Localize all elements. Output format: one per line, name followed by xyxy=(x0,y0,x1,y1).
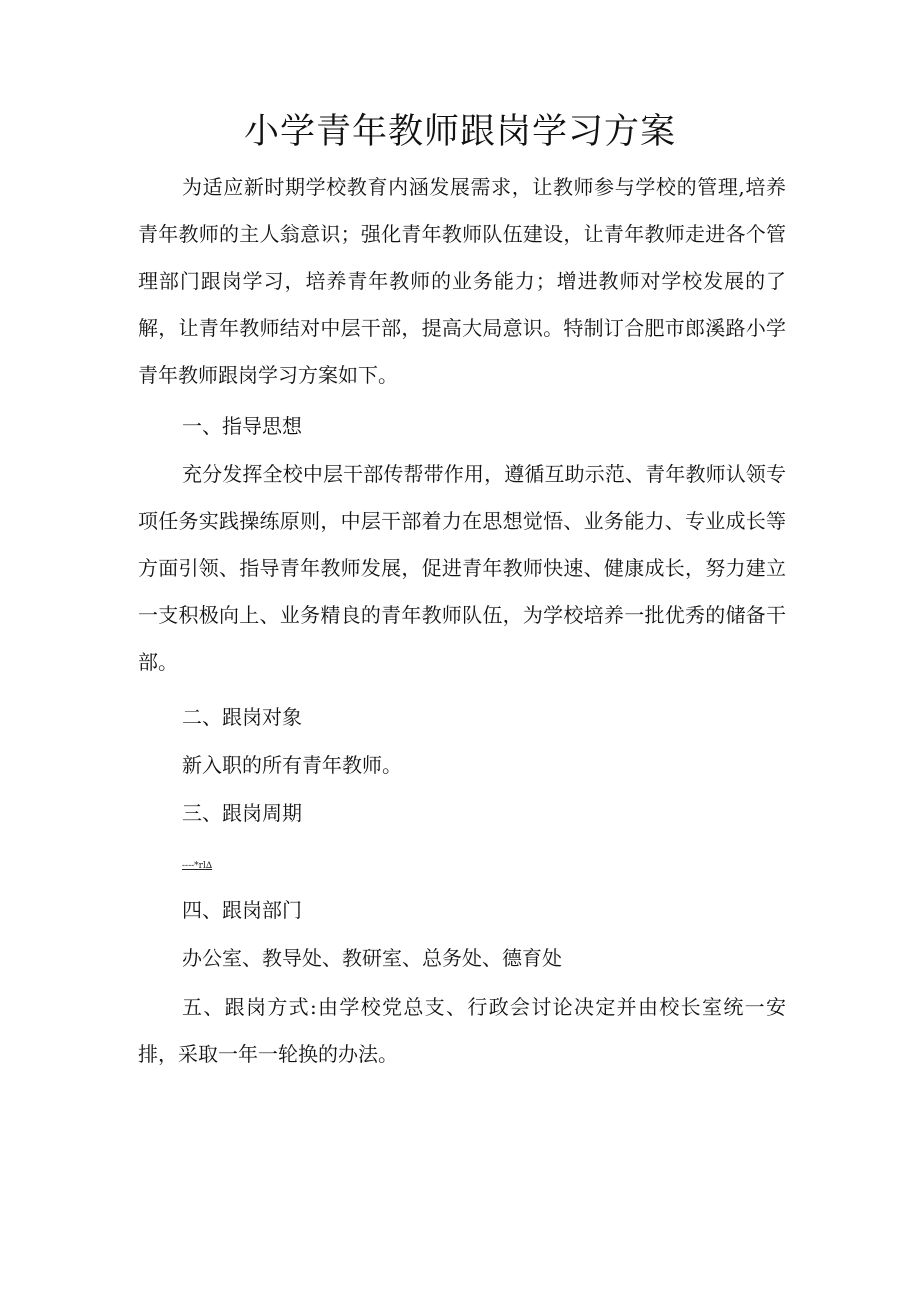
section-heading-target: 二、跟岗对象 xyxy=(182,705,302,729)
section-heading-period: 三、跟岗周期 xyxy=(182,801,302,825)
document-title: 小学青年教师跟岗学习方案 xyxy=(243,112,676,152)
section-heading-departments: 四、跟岗部门 xyxy=(182,898,302,922)
section-body-target: 新入职的所有青年教师。 xyxy=(182,753,402,777)
section-heading-guiding-ideology: 一、指导思想 xyxy=(182,414,302,438)
section-body-period: ----*rl∆ xyxy=(182,861,213,871)
section-body-departments: 办公室、教导处、教研室、总务处、德育处 xyxy=(182,946,562,970)
section-body-method: 五、跟岗方式:由学校党总支、行政会讨论决定并由校长室统一安排，采取一年一轮换的办法。 xyxy=(138,995,786,1066)
intro-paragraph: 为适应新时期学校教育内涵发展需求，让教师参与学校的管理,培养青年教师的主人翁意识；强化青年教师队伍建设，让青年教师走进各个管理部门跟岗学习，培养青年教师的业务能力；增进教师对学校发展的了解，让青年教师结对中层干部，提高大局意识。特制订合肥市郎溪路小学青年教师跟岗学习方案如下。 xyxy=(138,175,786,387)
section-body-guiding-ideology: 充分发挥全校中层干部传帮带作用，遵循互助示范、青年教师认领专项任务实践操练原则，中层干部着力在思想觉悟、业务能力、专业成长等方面引领、指导青年教师发展，促进青年教师快速、健康成长，努力建立一支积极向上、业务精良的青年教师队伍，为学校培养一批优秀的储备干部。 xyxy=(138,462,786,674)
